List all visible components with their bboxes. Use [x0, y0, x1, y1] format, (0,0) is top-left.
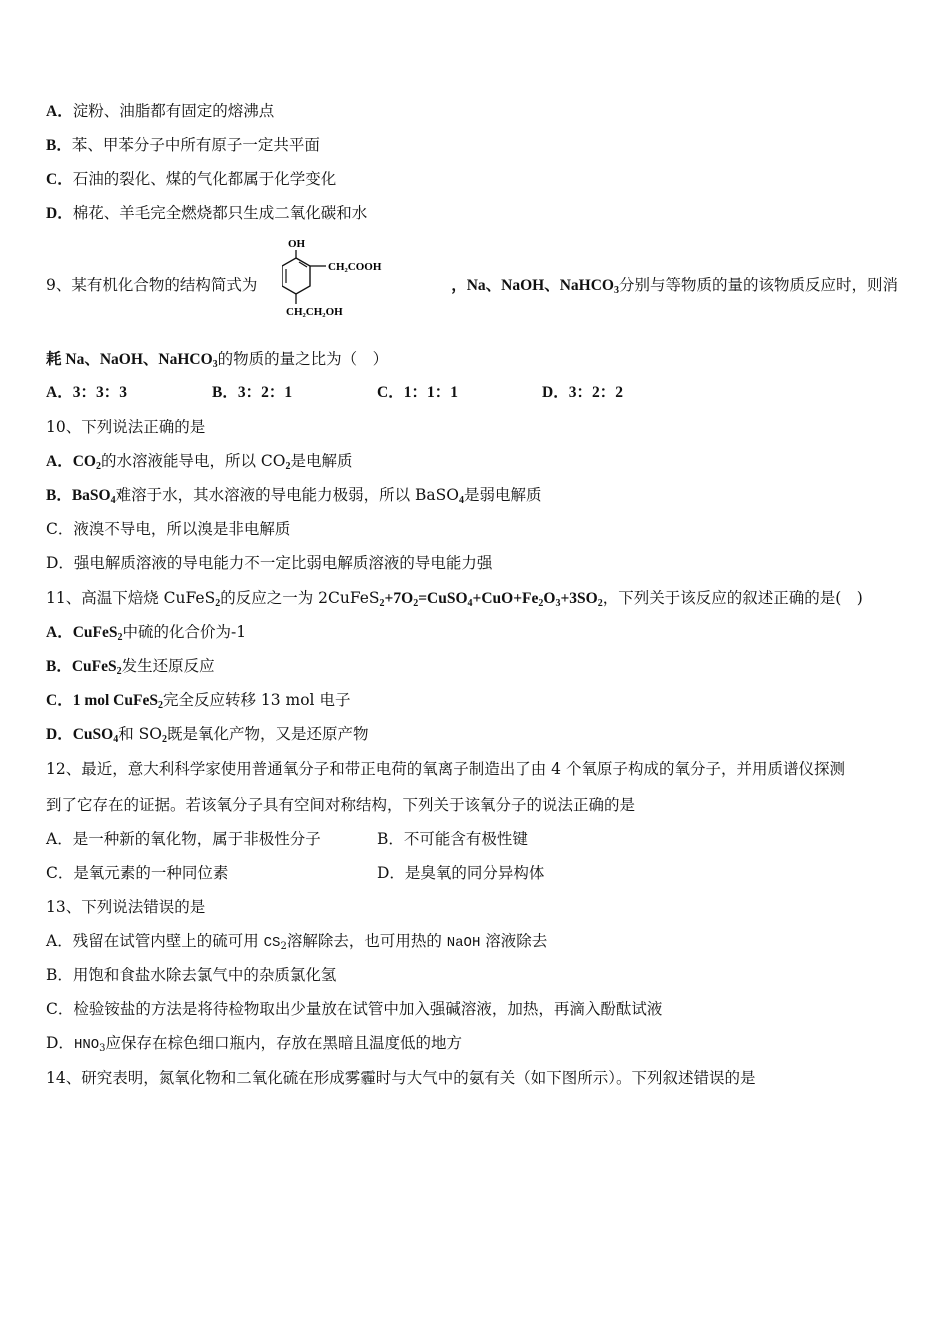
- q10-stem: 10、下列说法正确的是: [46, 418, 206, 436]
- q9-option-c: C．1：1：1: [377, 384, 458, 401]
- q13-option-a: A．残留在试管内壁上的硫可用 $CS_2$溶解除去，也可用热的 NaOH 溶液除去: [46, 932, 548, 952]
- q10-option-c: C．液溴不导电，所以溴是非电解质: [46, 520, 291, 538]
- q10-option-d: D．强电解质溶液的导电能力不一定比弱电解质溶液的导电能力强: [46, 554, 493, 572]
- q9-option-b: B．3：2：1: [212, 384, 293, 401]
- q9-stem-line2: 耗 Na、NaOH、NaHCO$_3$的物质的量之比为（ ）: [46, 350, 389, 370]
- q8-option-a: A．淀粉、油脂都有固定的熔沸点: [46, 102, 275, 120]
- q12-option-d: D．是臭氧的同分异构体: [377, 864, 545, 882]
- q14-stem: 14、研究表明，氮氧化物和二氧化硫在形成雾霾时与大气中的氨有关（如下图所示）。下列叙述错误的是: [46, 1069, 756, 1087]
- q12-stem-line1: 12、最近，意大利科学家使用普通氧分子和带正电荷的氧离子制造出了由 4 个氧原子构成的氧分子，并用质谱仪探测: [46, 760, 845, 778]
- q12-stem-line2: 到了它存在的证据。若该氧分子具有空间对称结构，下列关于该氧分子的说法正确的是: [46, 796, 636, 814]
- q13-option-b: B．用饱和食盐水除去氯气中的杂质氯化氢: [46, 966, 337, 984]
- q10-option-b: B．BaSO$_4$难溶于水，其水溶液的导电能力极弱，所以 BaSO$_4$是弱电解质: [46, 486, 542, 506]
- q12-option-a: A．是一种新的氧化物，属于非极性分子: [46, 830, 321, 848]
- q9-options: [46, 383, 906, 403]
- q12-option-c: C．是氧元素的一种同位素: [46, 864, 229, 882]
- q9-option-d: D．3：2：2: [542, 384, 623, 401]
- q12-options-row2: [46, 863, 906, 883]
- q9-stem-suffix: ，Na、NaOH、NaHCO$_3$分别与等物质的量的该物质反应时，则消: [451, 276, 898, 296]
- q11-option-a: A．CuFeS$_2$中硫的化合价为-1: [46, 623, 247, 643]
- q9-stem-prefix: 9、某有机化合物的结构简式为: [46, 276, 258, 294]
- q12-options-row1: [46, 829, 906, 849]
- q13-stem: 13、下列说法错误的是: [46, 898, 206, 916]
- struct-bottom-chain: CH₂CH₂OH: [286, 306, 343, 318]
- q10-option-a: A．$CO_2$的水溶液能导电，所以 $CO_2$是电解质: [46, 452, 353, 472]
- structural-formula-figure: [282, 234, 412, 324]
- q11-stem: 11、高温下焙烧 CuFeS$_2$的反应之一为 $2CuFeS_2+7O_2=CuSO_4+CuO+Fe_2O_3+3SO_2$，下列关于该反应的叙述正确的是( ): [46, 589, 863, 609]
- struct-side-chain: CH₂COOH: [328, 261, 382, 273]
- q8-option-d: D．棉花、羊毛完全燃烧都只生成二氧化碳和水: [46, 204, 368, 222]
- q11-option-c: C．1 mol CuFeS$_2$完全反应转移 13 mol 电子: [46, 691, 351, 711]
- q8-option-c: C．石油的裂化、煤的气化都属于化学变化: [46, 170, 337, 188]
- q9-option-a: A．3：3：3: [46, 384, 127, 401]
- struct-oh-label: OH: [288, 238, 306, 250]
- q8-option-b: B．苯、甲苯分子中所有原子一定共平面: [46, 136, 320, 154]
- q12-option-b: B．不可能含有极性键: [377, 830, 528, 848]
- q13-option-c: C．检验铵盐的方法是将待检物取出少量放在试管中加入强碱溶液，加热，再滴入酚酞试液: [46, 1000, 663, 1018]
- q13-option-d: D．$HNO_3$应保存在棕色细口瓶内，存放在黑暗且温度低的地方: [46, 1034, 463, 1054]
- q11-option-b: B．CuFeS$_2$发生还原反应: [46, 657, 215, 677]
- q11-option-d: D．CuSO$_4$和 $SO_2$既是氧化产物，又是还原产物: [46, 725, 369, 745]
